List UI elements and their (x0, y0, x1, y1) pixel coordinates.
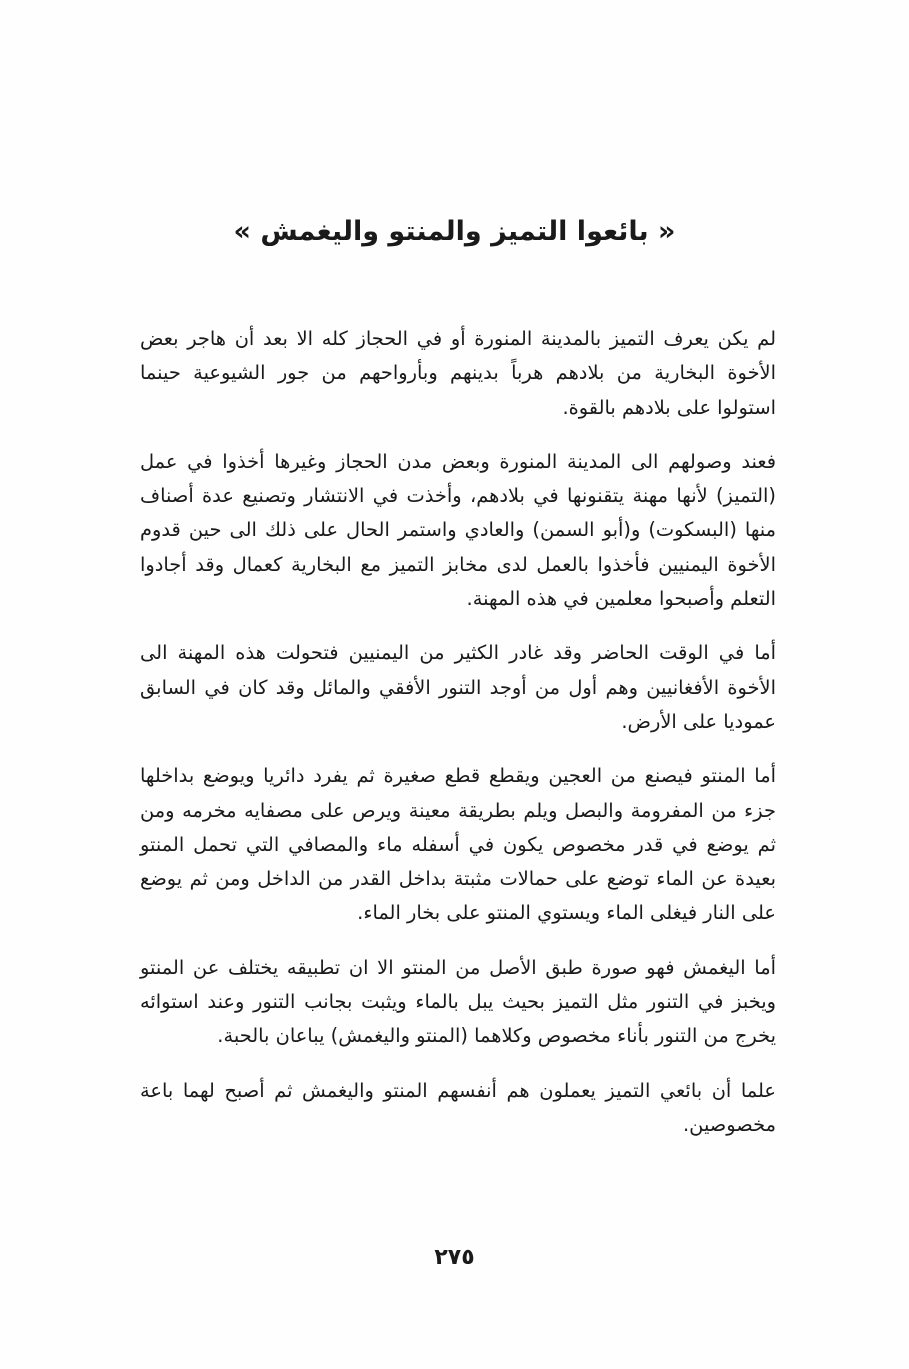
paragraph-4: أما المنتو فيصنع من العجين ويقطع قطع صغيرة ثم يفرد دائريا ويوضع بداخلها جزء من المفرومة والبصل ويلم بطريقة معينة ويرص على مصفايه مخرمه ومن ثم يوضع في قدر مخصوص يكون في أسفله ماء والمصافي التي تحمل المنتو بعيدة عن الماء توضع على حمالات مثبتة بداخل القدر من الداخل ومن ثم يوضع على النار فيغلى الماء ويستوي المنتو على بخار الماء. (140, 764, 776, 925)
page-number: ٢٧٥ (434, 1245, 475, 1270)
paragraph-5: أما اليغمش فهو صورة طبق الأصل من المنتو الا ان تطبيقه يختلف عن المنتو ويخبز في التنور مثل التميز بحيث يبل بالماء ويثبت بجانب التنور وعند استوائه يخرج من التنور بأناء مخصوص وكلاهما (المنتو واليغمش) يباعان بالحبة. (140, 955, 776, 1048)
paragraph-6: علما أن بائعي التميز يعملون هم أنفسهم المنتو واليغمش ثم أصبح لهما باعة مخصوصين. (140, 1078, 776, 1136)
paragraph-1: لم يكن يعرف التميز بالمدينة المنورة أو في الحجاز كله الا بعد أن هاجر بعض الأخوة البخارية من بلادهم هرباً بدينهم وبأرواحهم من جور الشيوعية حينما استولوا على بلادهم بالقوة. (140, 327, 776, 419)
paragraph-3: أما في الوقت الحاضر وقد غادر الكثير من اليمنيين فتحولت هذه المهنة الى الأخوة الأفغانيين وهم أول من أوجد التنور الأفقي والمائل وقد كان في السابق عموديا على الأرض. (140, 641, 776, 733)
body-text (140, 322, 776, 1162)
paragraph-2: فعند وصولهم الى المدينة المنورة وبعض مدن الحجاز وغيرها أخذوا في عمل (التميز) لأنها مهنة يتقنونها في بلادهم، وأخذت في الانتشار وتصنيع عدة أصناف منها (البسكوت) و(أبو السمن) والعادي واستمر الحال على ذلك الى حين قدوم الأخوة اليمنيين فأخذوا بالعمل لدى مخابز التميز مع البخارية كعمال وقد أجادوا التعلم وأصبحوا معلمين في هذه المهنة. (140, 449, 776, 611)
chapter-title: « بائعوا التميز والمنتو واليغمش » (233, 216, 676, 247)
